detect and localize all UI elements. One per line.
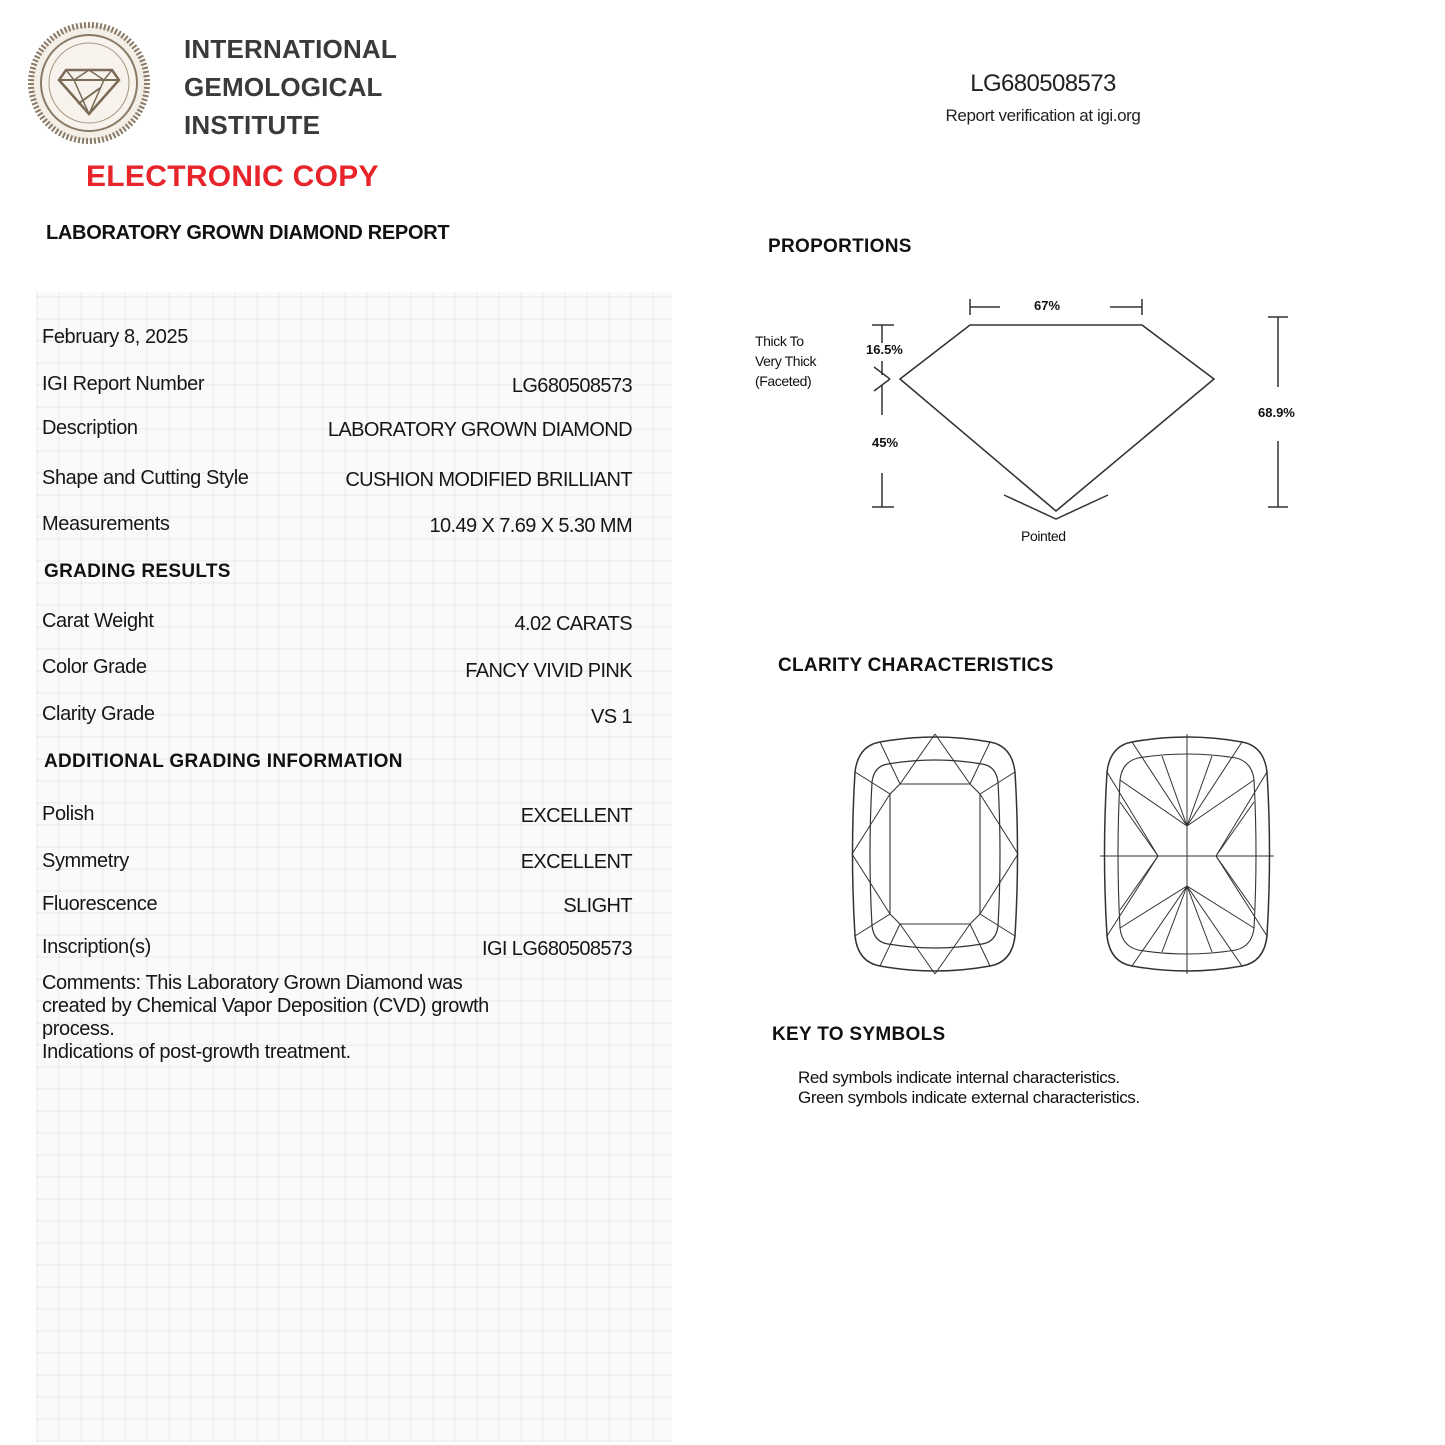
crown-percent: 16.5% <box>866 342 903 357</box>
polish-label: Polish <box>42 803 95 825</box>
polish-value: EXCELLENT <box>520 805 632 827</box>
color-grade-label: Color Grade <box>42 656 147 678</box>
pavilion-view-plot <box>1092 732 1282 976</box>
comments-line-3: process. <box>42 1018 115 1040</box>
electronic-copy-label: ELECTRONIC COPY <box>86 160 379 193</box>
comments-block <box>42 972 622 1064</box>
igi-seal-logo <box>28 22 150 144</box>
clarity-characteristics-heading: CLARITY CHARACTERISTICS <box>778 655 1054 676</box>
verification-note: Report verification at igi.org <box>945 106 1141 125</box>
shape-value: CUSHION MODIFIED BRILLIANT <box>345 469 632 491</box>
comments-line-1: Comments: This Laboratory Grown Diamond was <box>42 972 463 994</box>
report-date: February 8, 2025 <box>42 326 188 348</box>
clarity-grade-value: VS 1 <box>591 706 632 728</box>
description-value: LABORATORY GROWN DIAMOND <box>327 419 632 441</box>
girdle-line-1: Thick To <box>755 333 804 349</box>
additional-grading-heading: ADDITIONAL GRADING INFORMATION <box>44 751 403 772</box>
color-grade-value: FANCY VIVID PINK <box>465 660 632 682</box>
org-name-line-2: GEMOLOGICAL <box>184 72 383 102</box>
proportions-diagram <box>860 295 1300 525</box>
comments-line-2: created by Chemical Vapor Deposition (CVD) growth <box>42 995 489 1017</box>
report-title: LABORATORY GROWN DIAMOND REPORT <box>46 222 450 244</box>
pavilion-percent: 45% <box>872 435 899 450</box>
inscription-label: Inscription(s) <box>42 936 151 958</box>
report-number-header: LG680508573 <box>970 70 1116 97</box>
key-line-internal: Red symbols indicate internal characteristics. <box>798 1068 1120 1087</box>
inscription-value: IGI LG680508573 <box>481 938 632 960</box>
carat-weight-value: 4.02 CARATS <box>514 613 632 635</box>
fluorescence-value: SLIGHT <box>563 895 632 917</box>
report-number-label: IGI Report Number <box>42 373 205 395</box>
shape-label: Shape and Cutting Style <box>42 467 249 489</box>
girdle-description <box>755 331 816 391</box>
measurements-label: Measurements <box>42 513 170 535</box>
culet-description: Pointed <box>1021 528 1066 544</box>
description-label: Description <box>42 417 138 439</box>
grading-results-heading: GRADING RESULTS <box>44 561 231 582</box>
org-name-line-3: INSTITUTE <box>184 110 321 140</box>
key-to-symbols-heading: KEY TO SYMBOLS <box>772 1024 946 1045</box>
proportions-heading: PROPORTIONS <box>768 236 912 257</box>
fluorescence-label: Fluorescence <box>42 893 158 915</box>
symmetry-label: Symmetry <box>42 850 129 872</box>
comments-line-4: Indications of post-growth treatment. <box>42 1041 351 1063</box>
clarity-grade-label: Clarity Grade <box>42 703 155 725</box>
table-percent: 67% <box>1034 298 1061 313</box>
symmetry-value: EXCELLENT <box>520 851 632 873</box>
total-depth-percent: 68.9% <box>1258 405 1295 420</box>
report-number-value: LG680508573 <box>511 375 632 397</box>
measurements-value: 10.49 X 7.69 X 5.30 MM <box>429 515 632 537</box>
key-line-external: Green symbols indicate external characteristics. <box>798 1088 1140 1107</box>
key-to-symbols-text <box>798 1068 1140 1108</box>
org-name-line-1: INTERNATIONAL <box>184 34 397 64</box>
girdle-line-2: Very Thick <box>755 353 817 369</box>
girdle-line-3: (Faceted) <box>755 373 812 389</box>
carat-weight-label: Carat Weight <box>42 610 154 632</box>
crown-view-plot <box>840 732 1030 976</box>
